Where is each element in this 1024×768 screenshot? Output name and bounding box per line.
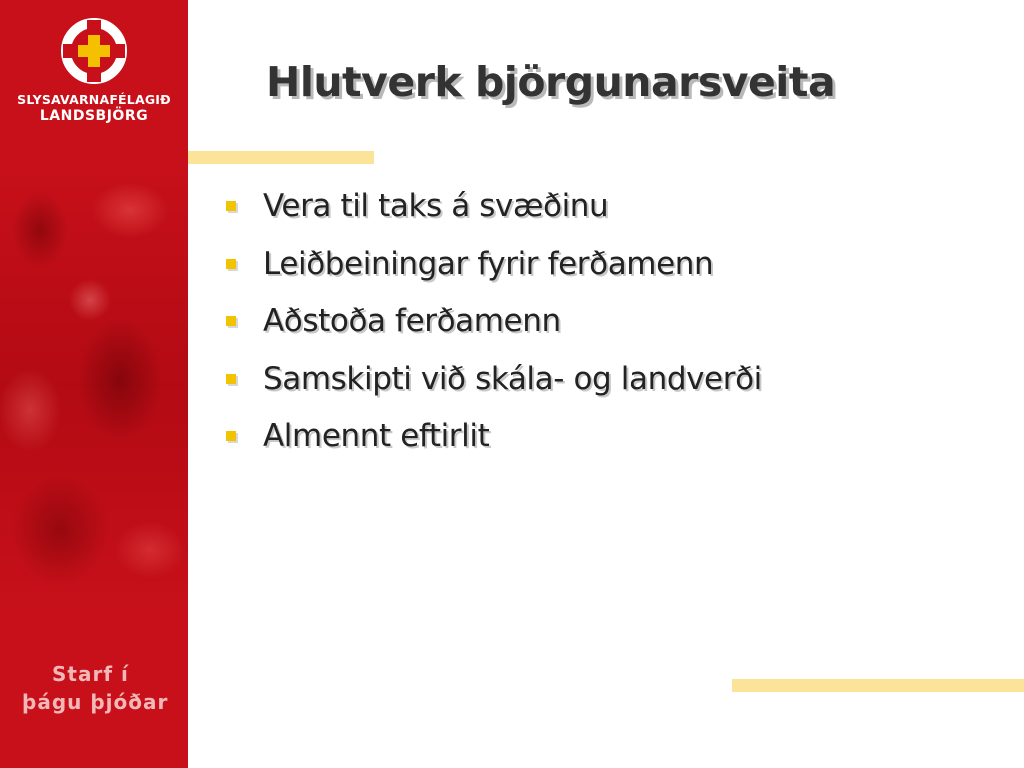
bullet-text: Vera til taks á svæðinu <box>263 188 609 224</box>
bullet-item <box>226 416 762 474</box>
slide-title: Hlutverk björgunarsveita <box>266 58 836 106</box>
accent-bar-bottom <box>732 679 1024 692</box>
bullet-list <box>226 186 762 474</box>
sidebar <box>0 0 188 768</box>
bullet-text: Samskipti við skála- og landverði <box>263 360 762 397</box>
square-bullet-icon <box>226 259 236 269</box>
bullet-text: Aðstoða ferðamenn <box>263 303 561 339</box>
logo-name-line2: LANDSBJÖRG <box>39 108 149 124</box>
bullet-text: Leiðbeiningar fyrir ferðamenn <box>263 245 714 282</box>
square-bullet-icon <box>226 316 236 326</box>
bullet-item <box>226 359 762 417</box>
square-bullet-icon <box>226 431 236 441</box>
accent-bar-top <box>188 151 374 164</box>
slogan-line1: Starf í <box>52 662 129 686</box>
square-bullet-icon <box>226 201 236 211</box>
sidebar-background-photo <box>0 150 188 620</box>
bullet-item <box>226 186 762 244</box>
slogan-line2: þágu þjóðar <box>22 690 169 714</box>
organization-logo <box>0 18 188 124</box>
slogan <box>22 660 168 716</box>
square-bullet-icon <box>226 374 236 384</box>
lifebuoy-cross-icon <box>61 18 127 84</box>
logo-name-line1: SLYSAVARNAFÉLAGIÐ <box>17 92 171 107</box>
bullet-text: Almennt eftirlit <box>263 418 490 454</box>
bullet-item <box>226 301 762 359</box>
bullet-item <box>226 244 762 302</box>
